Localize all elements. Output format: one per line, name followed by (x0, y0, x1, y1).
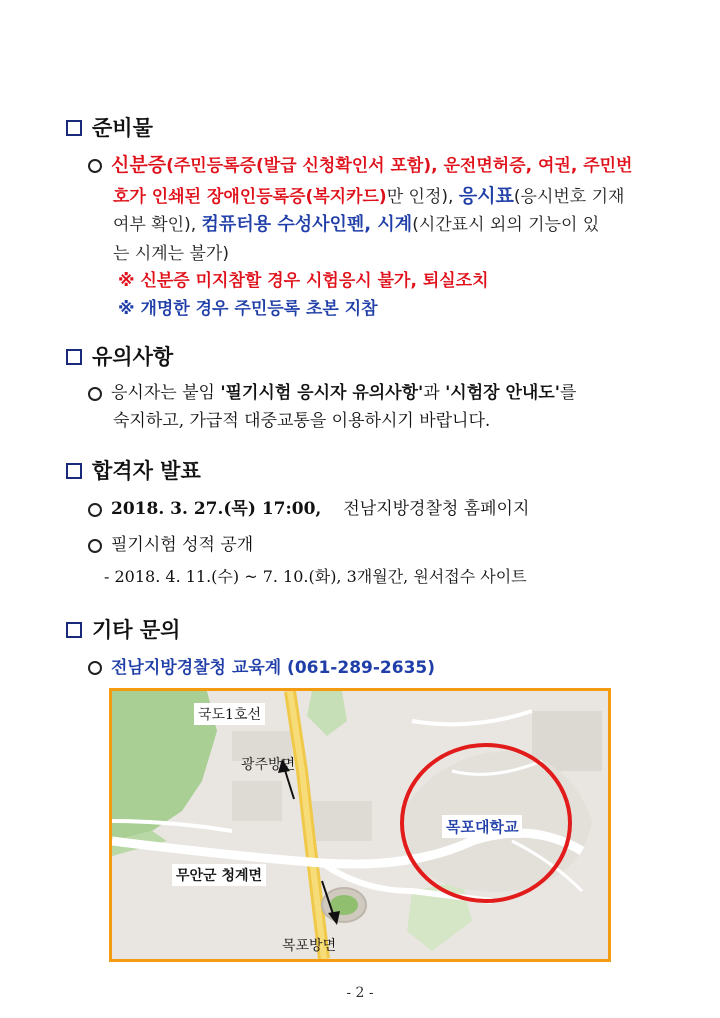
checkbox-square-icon (66, 463, 82, 479)
section-title: 합격자 발표 (92, 459, 201, 483)
bullet-circle-icon (88, 159, 102, 173)
checkbox-square-icon (66, 349, 82, 365)
caution-suffix: 를 (559, 383, 577, 403)
prep-line-1 (88, 150, 632, 177)
result-location: 전남지방경찰청 홈페이지 (343, 499, 530, 519)
checkbox-square-icon (66, 120, 82, 136)
map-graphic (112, 691, 608, 959)
map-label-road: 국도1호선 (194, 703, 265, 725)
prep-line-4: 는 시계는 불가) (113, 244, 229, 264)
prep-id-card: 신분증 (111, 154, 167, 176)
bullet-circle-icon (88, 387, 102, 401)
prep-note-id: ※ 신분증 미지참할 경우 시험응시 불가, 퇴실조치 (118, 271, 489, 291)
bullet-circle-icon (88, 661, 102, 675)
map-label-university: 목포대학교 (442, 815, 522, 838)
section-heading-caution (66, 341, 173, 371)
prep-line-2 (113, 181, 624, 208)
prep-line-3 (113, 210, 599, 236)
prep-id-list: (주민등록증(발급 신청확인서 포함), 운전면허증, 여권, 주민번 (166, 156, 633, 176)
map-label-town: 무안군 청계면 (172, 864, 266, 886)
result-date: 2018. 3. 27.(목) 17:00, (111, 499, 322, 519)
caution-line-2: 숙지하고, 가급적 대중교통을 이용하시기 바랍니다. (113, 411, 491, 431)
result-line-1 (88, 494, 529, 519)
caution-venue-map: '시험장 안내도' (445, 383, 560, 403)
location-map (109, 688, 611, 962)
caution-notes-attachment: '필기시험 응시자 유의사항' (220, 383, 424, 403)
caution-and: 과 (423, 383, 446, 403)
prep-ticket-number: (응시번호 기재 (513, 187, 625, 207)
prep-watch-rule: (시간표시 외의 기능이 있 (412, 215, 600, 235)
score-disclosure-detail: - 2018. 4. 11.(수) ~ 7. 10.(화), 3개월간, 원서접수 사이트 (104, 567, 527, 586)
score-disclosure-title: 필기시험 성적 공개 (111, 535, 254, 555)
section-title: 준비물 (92, 116, 153, 140)
prep-admission-ticket: 응시표 (458, 185, 514, 207)
bullet-circle-icon (88, 503, 102, 517)
section-title: 기타 문의 (92, 618, 181, 642)
section-heading-prep (66, 112, 153, 142)
checkbox-square-icon (66, 622, 82, 638)
bullet-circle-icon (88, 539, 102, 553)
map-label-gwangju: 광주방면 (241, 757, 296, 773)
caution-line-1 (88, 378, 576, 403)
page-number: - 2 - (346, 985, 374, 1001)
map-label-mokpo: 목포방면 (282, 938, 337, 954)
section-heading-contact (66, 614, 180, 644)
prep-disability-card: 호가 인쇄된 장애인등록증(복지카드) (113, 187, 387, 207)
section-title: 유의사항 (92, 345, 174, 369)
prep-check-text: 여부 확인), (113, 215, 202, 235)
result-line-2 (88, 530, 253, 555)
prep-only-accepted: 만 인정), (386, 187, 459, 207)
section-heading-result (66, 455, 201, 485)
prep-pen-watch: 컴퓨터용 수성사인펜, 시계 (201, 214, 413, 235)
prep-note-rename: ※ 개명한 경우 주민등록 초본 지참 (118, 299, 378, 319)
caution-text: 응시자는 붙임 (111, 383, 221, 403)
contact-line (88, 653, 435, 678)
contact-text: 전남지방경찰청 교육계 (061-289-2635) (111, 658, 435, 678)
